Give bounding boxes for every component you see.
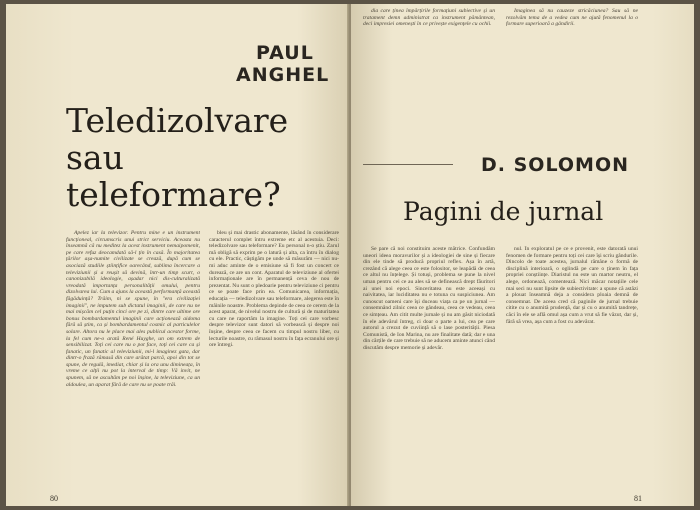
left-author-last-name: ANGHEL xyxy=(236,64,330,86)
right-author-first-name: D. xyxy=(481,154,506,176)
right-header-rule xyxy=(363,164,453,165)
right-author-last-name: SOLOMON xyxy=(513,154,630,176)
right-page-number: 81 xyxy=(634,494,642,503)
left-title-line3: teleformare? xyxy=(66,175,281,214)
right-top-column-1 xyxy=(363,8,495,126)
right-column-1 xyxy=(363,246,495,492)
right-title: Pagini de jurnal xyxy=(403,197,604,226)
right-top-column-1-text: dia care ținea împărțirile formațiuni subiective și un tratament demn administrat ca instrument pământean, deci impresiei omenești în ce privește exigențele cu ochii. xyxy=(363,8,495,28)
left-column-2-text: bleu și mai drastic abonamente, lăsând în considerare caracterul complet întru extreme etc al acestuia. Deci: teledizolvare sau teleformare? Eu personal n-o știu. Zarul mă obligă să exprim pe o latură și alta, ca întru în dialog cu ele. Practic, câștigăm pe unde să măsurăm — nici nu-mi aduc aminte de o emisiune să fi fost un concert ce durează, ce are un cont. Aparatul de televiziune al ofertei informaționale are în permanență ceva de nou de prezentat. Nu sunt o pledoarie pentru televiziune ci pentru ce se poate face prin ea. Comunicarea, informația, educația — teledizolvare sau teleformare, alegerea este în mâinile noastre. Problema depinde de ceea ce cerem de la acest aparat, de nivelul nostru de cultură și de maturitatea cu care ne raportăm la imagine. Toți cei care vorbesc despre televizor sunt datori să vorbească și despre noi înșine, despre ceea ce facem cu timpul nostru liber, cu lecturile noastre, cu rămasul nostru în fața ecranului ore și ore întregi. xyxy=(209,230,339,349)
magazine-spread xyxy=(6,4,694,506)
left-column-2 xyxy=(209,230,339,492)
right-top-column-2-text: Imaginea să nu cauzeze stricăciunea? Sau să ne rezolvăm tema de a vedea cum ne ajută fenomenul la o formare superioară a gândirii. xyxy=(506,8,638,28)
right-author-name xyxy=(481,154,629,176)
right-column-1-text: Se pare că noi constituim aceste mătrice. Confundăm uneori ideea moravurilor și a ideologiei de sine și fiecare din ele tinde să producă propriul reflex. Așa în artă, crezând că alege ceea ce este folositor, se leapădă de ceea ce altul nu înțelege. Și totuși, problema se pune la nivel uman pentru cei ce au ales să se definească drept făuritori ai unei noi epoci. Sinceritatea nu este aceeași cu naivitatea, iar luciditatea nu e totuna cu suspiciunea. Am cunoscut oameni care își duceau viața ca pe un jurnal — consemnând zilnic ceea ce gândeau, ceea ce vedeau, ceea ce simțeau. Am citit multe jurnale și nu am găsit niciodată în ele adevărul întreg, ci doar o parte a lui, cea pe care autorul a crezut de cuviință să o lase posterității. Piesa Comunistă, de Ion Marina, nu are finalitate dată; dar e una din cărțile de care trebuie să ne aducem aminte atunci când discutăm despre memorie și adevăr. xyxy=(363,246,495,351)
left-author-first-name: PAUL xyxy=(256,42,314,64)
right-page xyxy=(351,4,694,506)
left-page-number: 80 xyxy=(50,494,58,503)
left-title-line1: Teledizolvare xyxy=(66,101,289,140)
right-column-2 xyxy=(506,246,638,492)
right-top-column-2 xyxy=(506,8,638,126)
left-column-1-text: Apelez iar la televizor. Pentru mine e un instrument funcționeal, circumscris unui strict serviciu. Aceasta nu înseamnă că nu meditez la acest instrument nemaipomenit, pe care refuz deocamdată să-l țin în casă. În majoritatea țărilor așa-numite civilizate se crează, după cum se asociază studiile științifice oarecând, sublima încercare a televiziunii și a reușit să devină, într-un timp scurt, o canonizabilă ideologie, așadar nici dis-culturalizată vreodată importanța personalității omului, pentru dizolvarea lui. Cum a ajuns la această performanță această făgăduință? Trăim, ni se spune, în "era civilizației imaginii", ne imputem sub dictatul imaginii, de care nu ne mai mișcăm cel puțin cinci ore pe zi, dintre care ultime ore bonus bombardamentul imaginii care acționează aidoma fără să știm, ca și bombardamentul cosmic al particulelor solare. Altora nu le place mai ales publicul acestor forme, la fel cum ne-o arată René Huyghe, un om extrem de sensibilizat. Toți cei care nu o pot face, toți cei care ca și fanatic, un fanatic al televiziunii, mi-l imaginez gata, dar dintr-o frază rămasă din care arătat parcă, apoi din tot se spune, de regulă, imediat, chiar și la ora unu dimineața, în vreme ce alții nu pot la interval de timp: Vă invit, ne spunem, să ne ascultăm pe noi înșine, la televiziune, ca un aldoulea, un aparat fără de care nu se poate trăi. xyxy=(66,230,200,388)
left-title-line2: sau xyxy=(66,138,124,177)
left-page xyxy=(6,4,349,506)
left-column-1 xyxy=(66,230,200,492)
right-column-2-text: nul. În exploratul pe ce e provenit, este datorată unui fenomen de formare pentru toți cei care își scriu gândurile. Dincolo de toate acestea, jurnalul rămâne o formă de disciplină interioară, o oglindă pe care o ținem în fața propriei conștiințe. Diaristul nu este un martor neutru, el alege, ordonează, comentează. Nici măcar notațiile cele mai seci nu sunt lipsite de subiectivitate: a spune că astăzi a plouat înseamnă deja a considera ploaia demnă de consemnat. De aceea cred că paginile de jurnal trebuie citite cu o anumită prudență, dar și cu o anumită tandrețe, căci în ele se află omul așa cum a vrut să fie văzut, dar și, fără să vrea, așa cum a fost cu adevărat. xyxy=(506,246,638,325)
